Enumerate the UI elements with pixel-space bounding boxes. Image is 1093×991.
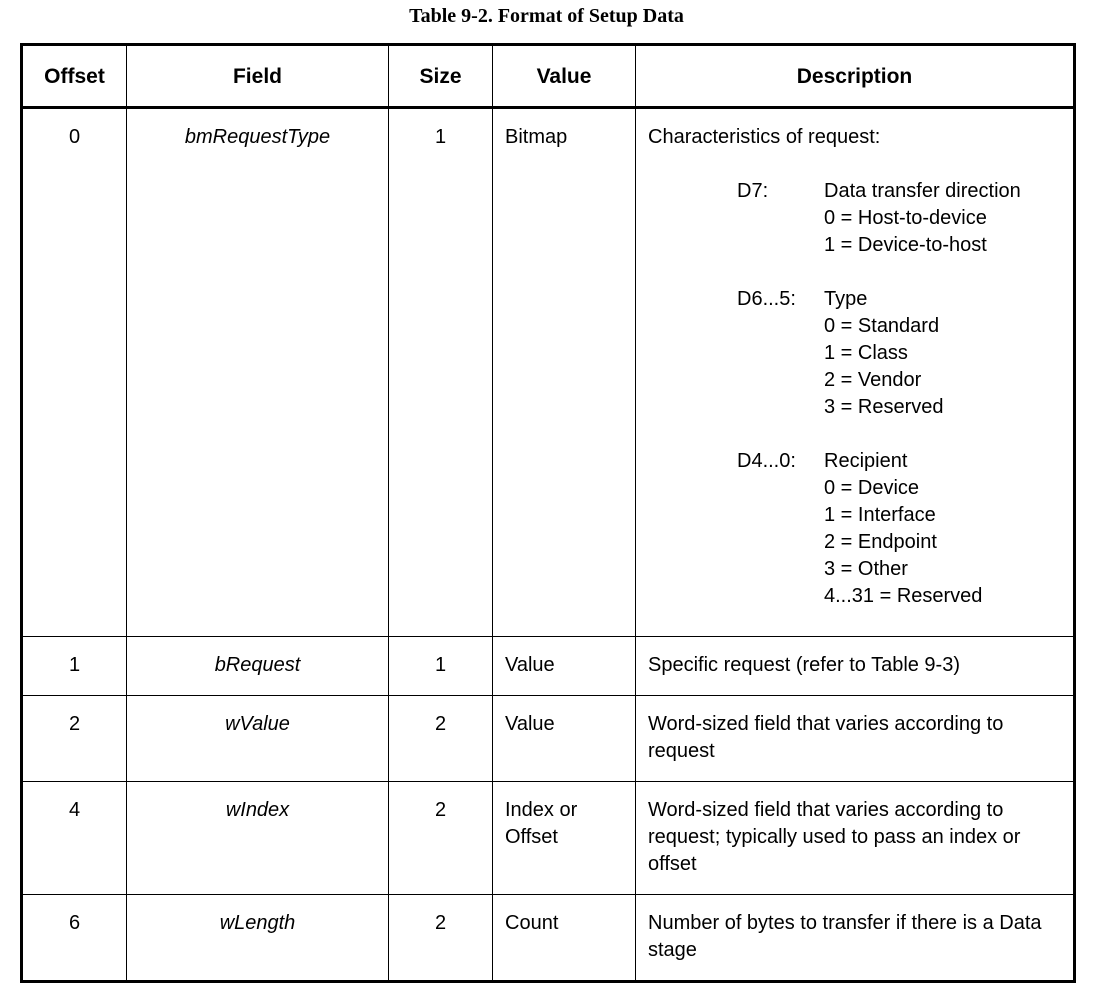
bit-item: 2 = Endpoint [824,531,937,553]
description-cell: Number of bytes to transfer if there is a Data stage [636,895,1075,982]
header-field: Field [127,45,389,108]
field-cell: wLength [127,895,389,982]
offset-cell: 6 [22,895,127,982]
bit-label: D7: [737,180,769,202]
bit-title: Data transfer direction [824,180,1021,202]
bit-item: 0 = Device [824,477,920,499]
size-cell: 2 [389,895,493,982]
description-text: Characteristics of request: [648,126,881,148]
table-row [22,696,1075,782]
offset-cell: 1 [22,637,127,696]
setup-data-table [20,43,1076,983]
table-row [22,782,1075,895]
header-offset: Offset [22,45,127,108]
bit-lines [824,178,1021,259]
description-cell: Specific request (refer to Table 9-3) [636,637,1075,696]
description-cell: Word-sized field that varies according to request [636,696,1075,782]
table-caption: Table 9-2. Format of Setup Data [409,5,684,27]
bit-group-direction [737,178,1061,259]
size-cell: 1 [389,108,493,637]
bit-item: 4...31 = Reserved [824,585,983,607]
table-row [22,108,1075,637]
size-cell: 2 [389,696,493,782]
bit-item: 0 = Standard [824,315,940,337]
size-cell: 1 [389,637,493,696]
header-row [22,45,1075,108]
size-cell: 2 [389,782,493,895]
bit-group-type [737,286,1061,421]
value-cell: Value [493,696,636,782]
bit-item: 3 = Other [824,558,908,580]
offset-cell: 0 [22,108,127,637]
bit-label: D4...0: [737,450,796,472]
field-cell: bRequest [127,637,389,696]
value-cell: Bitmap [493,108,636,637]
field-cell: bmRequestType [127,108,389,637]
bit-item: 0 = Host-to-device [824,207,987,229]
field-cell: wIndex [127,782,389,895]
bit-title: Type [824,288,868,310]
value-cell: Value [493,637,636,696]
bit-item: 1 = Class [824,342,908,364]
header-size: Size [389,45,493,108]
bitmap-list [737,178,1061,610]
bit-item: 3 = Reserved [824,396,944,418]
table-row [22,895,1075,982]
bit-lines [824,286,944,421]
bit-group-recipient [737,448,1061,610]
description-cell [636,108,1075,637]
bit-title: Recipient [824,450,908,472]
header-description: Description [636,45,1075,108]
offset-cell: 2 [22,696,127,782]
field-cell: wValue [127,696,389,782]
value-cell: Count [493,895,636,982]
bit-lines [824,448,982,610]
table-row [22,637,1075,696]
bit-label: D6...5: [737,288,796,310]
bit-item: 1 = Device-to-host [824,234,987,256]
value-cell: Index or Offset [493,782,636,895]
bit-item: 2 = Vendor [824,369,922,391]
bit-item: 1 = Interface [824,504,936,526]
offset-cell: 4 [22,782,127,895]
description-cell: Word-sized field that varies according to request; typically used to pass an index or offset [636,782,1075,895]
header-value: Value [493,45,636,108]
